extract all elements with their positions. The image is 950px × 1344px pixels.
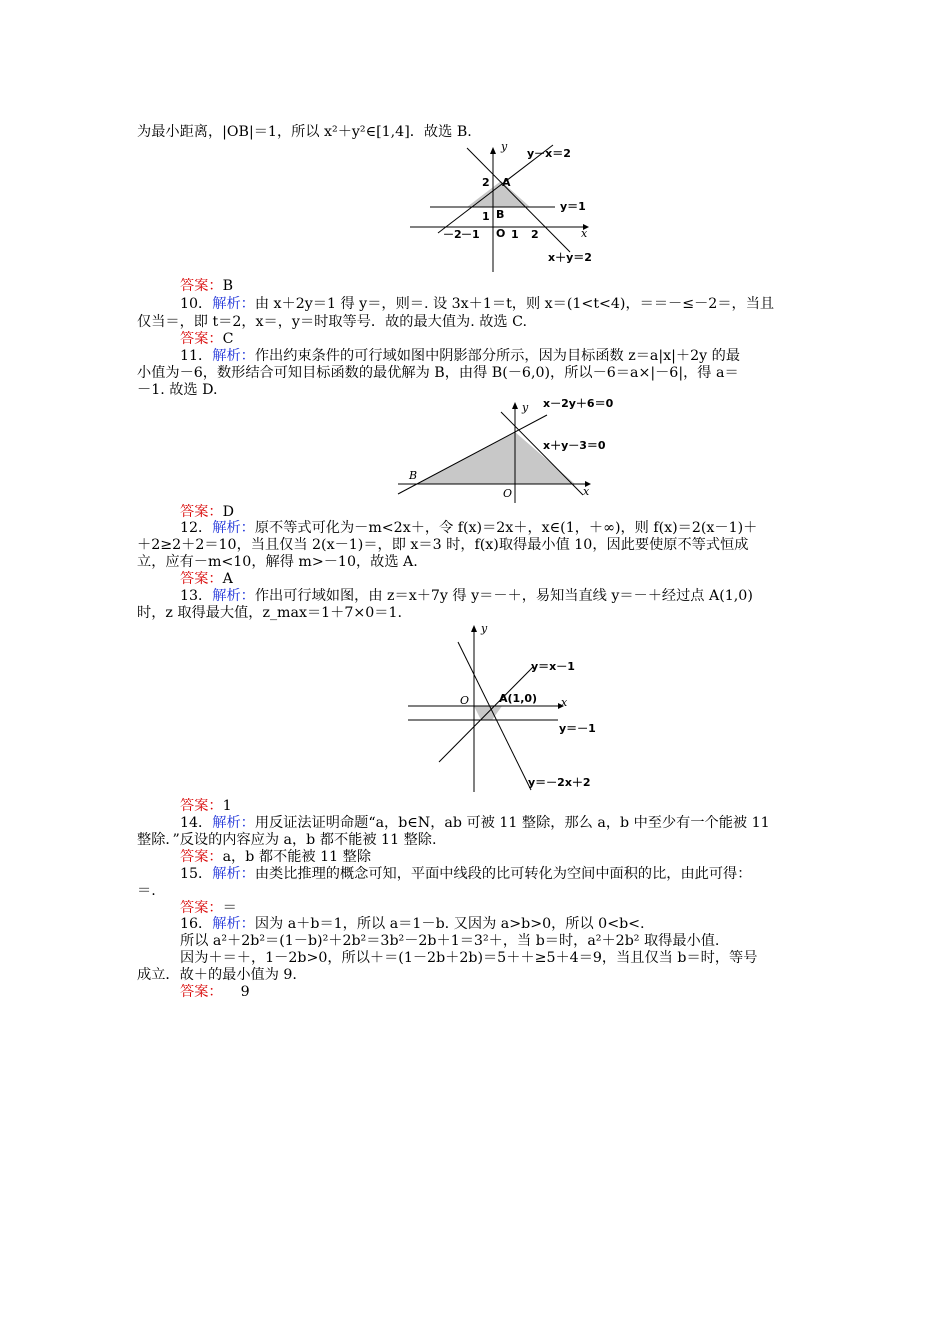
line-label: y＝－2x＋2 [528, 776, 591, 789]
solution-text: －1. 故选 D. [137, 382, 218, 398]
figure-feasible-region-1 [405, 140, 605, 275]
answer-15: 答案：＝ [180, 900, 237, 916]
x-axis-label: x [561, 696, 568, 709]
solution-text: 仅当＝，即 t＝2，x＝，y＝时取等号．故的最大值为. 故选 C. [137, 314, 527, 330]
point-label: B [409, 469, 418, 482]
line-label: x＋y－3＝0 [543, 439, 606, 452]
solution-text: 整除．”反设的内容应为 a，b 都不能被 11 整除. [137, 832, 437, 848]
answer-14: 答案：a，b 都不能被 11 整除 [180, 849, 372, 865]
answer-11: 答案：D [180, 504, 234, 520]
solution-text: 时，z 取得最大值，z_max＝1＋7×0＝1. [137, 605, 403, 621]
x-axis-label: x [583, 485, 590, 498]
solution-text: 因为＋＝＋，1－2b>0，所以＋＝(1－2b＋2b)＝5＋＋≥5＋4＝9，当且仅当 b＝时，等号 [180, 950, 758, 966]
solution-10: 10．解析：由 x＋2y＝1 得 y＝，则＝. 设 3x＋1＝t，则 x＝(1<t<4)，＝＝－≤－2＝，当且 [180, 296, 775, 312]
solution-16: 16．解析：因为 a＋b＝1，所以 a＝1－b. 又因为 a>b>0，所以 0<b<. [180, 916, 645, 932]
solution-15: 15．解析：由类比推理的概念可知，平面中线段的比可转化为空间中面积的比，由此可得： [180, 866, 752, 882]
tick-label: －1 [461, 228, 480, 241]
y-axis-label: y [501, 140, 508, 153]
y-axis-label: y [522, 401, 529, 414]
point-label: A [502, 176, 511, 189]
solution-text: 为最小距离，|OB|＝1，所以 x²＋y²∈[1,4]．故选 B. [137, 124, 472, 140]
answer-16: 答案： 9 [180, 984, 250, 1000]
tick-label: 2 [482, 176, 490, 189]
solution-13: 13．解析：作出可行域如图，由 z＝x＋7y 得 y＝－＋，易知当直线 y＝－＋经过点 A(1,0) [180, 588, 753, 604]
origin-label: O [496, 227, 506, 240]
answer-13: 答案：1 [180, 798, 232, 814]
line-label: y＝1 [560, 200, 586, 213]
line-label: y＝x－1 [531, 660, 575, 673]
solution-14: 14．解析：用反证法证明命题“a，b∈N，ab 可被 11 整除，那么 a，b 中至少有一个能被 11 [180, 815, 770, 831]
tick-label: －2 [443, 228, 462, 241]
tick-label: 1 [482, 210, 490, 223]
line-label: x－2y＋6＝0 [543, 397, 614, 410]
line-label: y－x＝2 [527, 147, 571, 160]
line-label: y＝－1 [559, 722, 596, 735]
tick-label: 2 [531, 228, 539, 241]
solution-text: 所以 a²＋2b²＝(1－b)²＋2b²＝3b²－2b＋1＝3²＋，当 b＝时，a²＋2b² 取得最小值. [180, 933, 720, 949]
solution-text: 小值为－6，数形结合可知目标函数的最优解为 B，由得 B(－6,0)，所以－6＝a×|－6|，得 a＝ [137, 365, 739, 381]
line-label: x＋y＝2 [548, 251, 592, 264]
solution-12: 12．解析：原不等式可化为－m<2x＋，令 f(x)＝2x＋，x∈(1，＋∞)，则 f(x)＝2(x－1)＋ [180, 520, 758, 536]
y-axis-label: y [481, 622, 488, 635]
answer-10: 答案：C [180, 331, 234, 347]
line-y-x-1 [439, 667, 533, 762]
point-label: A(1,0) [499, 692, 538, 705]
tick-label: 1 [511, 228, 519, 241]
solution-text: 立，应有－m<10，解得 m>－10，故选 A. [137, 554, 418, 570]
point-label: B [496, 208, 505, 221]
origin-label: O [460, 694, 470, 707]
line-y-minus-2x-2 [458, 642, 531, 790]
solution-text: 成立．故＋的最小值为 9. [137, 967, 297, 983]
solution-text: ＝. [137, 883, 156, 899]
answer-9: 答案：B [180, 278, 234, 294]
solution-text: ＋2≥2＋2＝10，当且仅当 2(x－1)＝，即 x＝3 时，f(x)取得最小值 10，因此要使原不等式恒成 [137, 537, 749, 553]
figure-feasible-region-3 [403, 622, 603, 794]
origin-label: O [503, 487, 513, 500]
figure-feasible-region-2 [395, 395, 614, 505]
solution-11: 11．解析：作出约束条件的可行域如图中阴影部分所示，因为目标函数 z＝a|x|＋2y 的最 [180, 348, 741, 364]
x-axis-label: x [581, 227, 588, 240]
answer-12: 答案：A [180, 571, 233, 587]
